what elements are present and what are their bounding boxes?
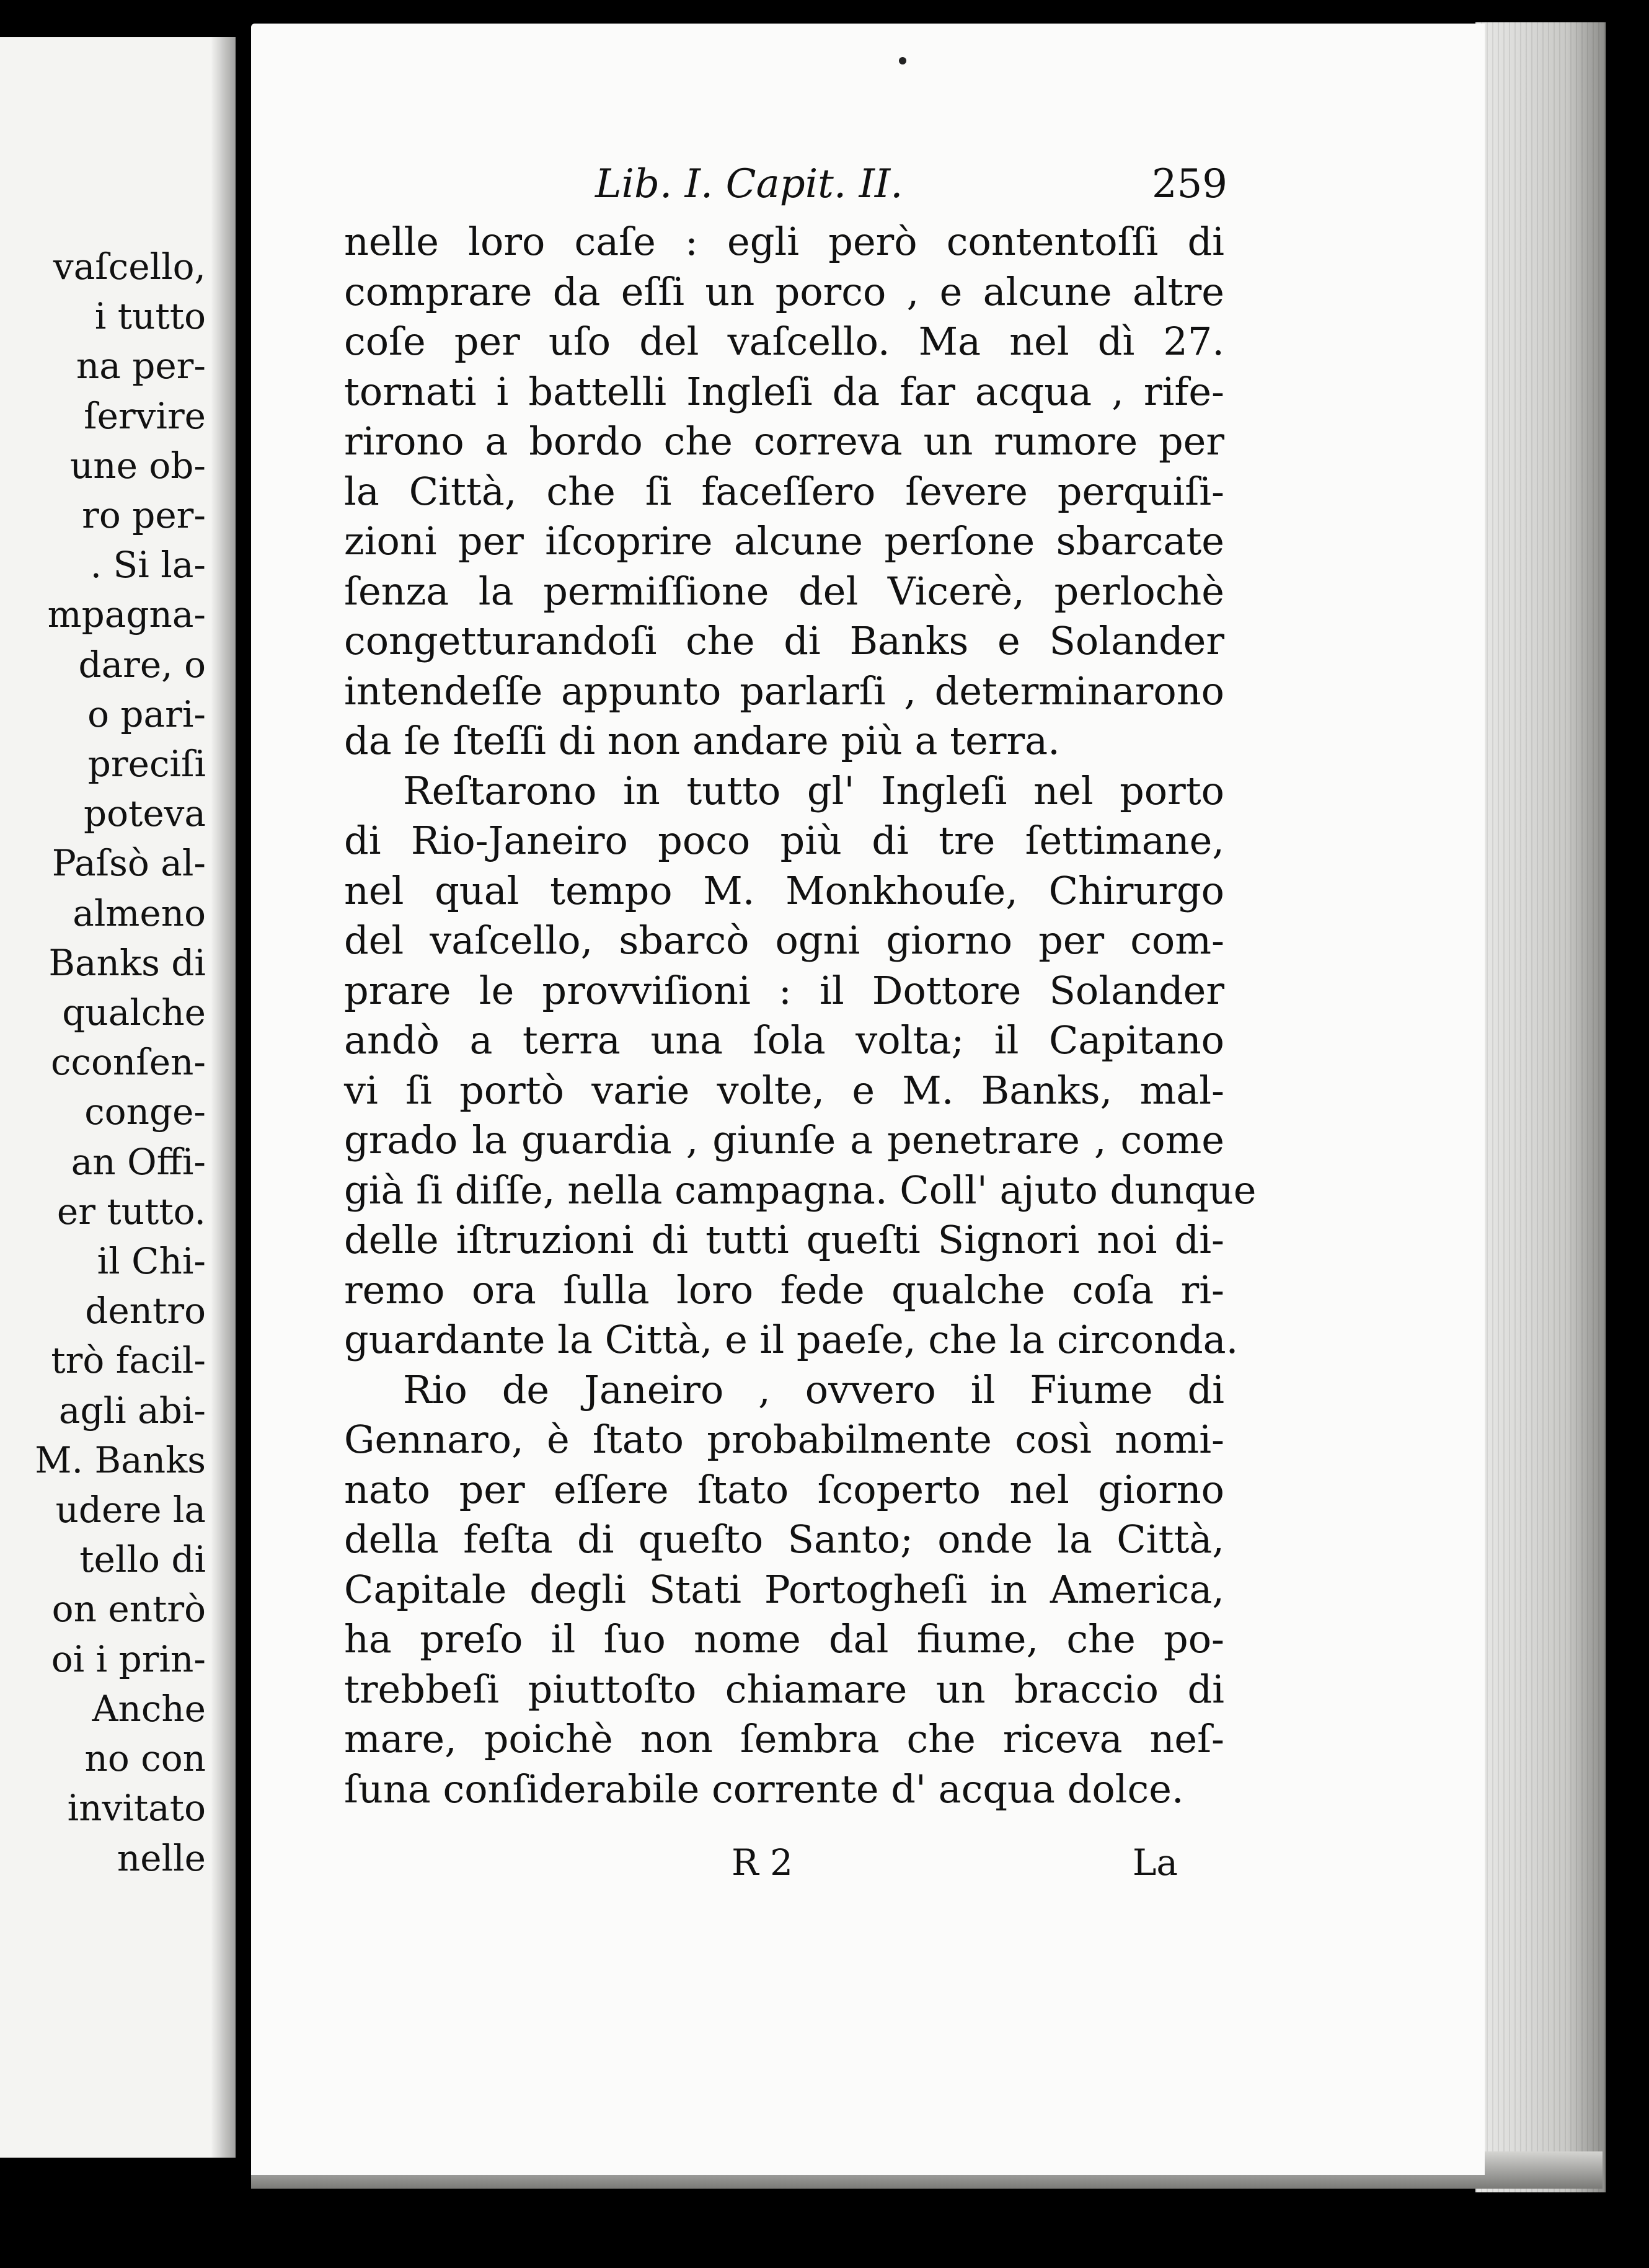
text-line: no con	[84, 1737, 206, 1780]
text-line: Reſtarono in tutto gl' Ingleſi nel porto	[403, 768, 1224, 813]
text-line: andò a terra una ſola volta; il Capitano	[344, 1017, 1224, 1063]
text-line: nelle loro caſe : egli però contentoſſi di	[344, 219, 1224, 264]
text-line: intendeſſe appunto parlarſi , determinarono	[344, 668, 1224, 714]
page-fore-edge	[1475, 22, 1606, 2192]
text-line: poteva	[83, 792, 206, 835]
text-line: vaſcello,	[53, 246, 206, 288]
page-number: 259	[1151, 161, 1227, 207]
text-line: del vaſcello, sbarcò ogni giorno per com-	[344, 918, 1224, 963]
text-line: une ob-	[69, 444, 206, 487]
text-line: già ſi diſſe, nella campagna. Coll' ajuto dunque	[344, 1167, 1257, 1213]
body-text	[344, 217, 1257, 1814]
text-line: grado la guardia , giunſe a penetrare , come	[344, 1117, 1224, 1163]
running-head	[347, 161, 1227, 211]
text-line: prare le provviſioni : il Dottore Solander	[344, 967, 1224, 1013]
text-line: Anche	[92, 1687, 206, 1730]
text-line: M. Banks	[35, 1438, 206, 1481]
text-line: tello di	[79, 1538, 206, 1581]
text-line: on entrò	[51, 1588, 206, 1631]
text-line: agli abi-	[58, 1389, 206, 1432]
text-line: na per-	[76, 345, 206, 388]
running-head-title: Lib. I. Capit. II.	[595, 161, 903, 207]
text-line: oi i prin-	[51, 1637, 206, 1680]
text-line: mare, poichè non ſembra che riceva neſ-	[344, 1716, 1224, 1761]
text-line: Banks di	[48, 941, 206, 984]
text-line: nato per eſſere ſtato ſcoperto nel giorno	[344, 1466, 1224, 1512]
text-line: udere la	[55, 1489, 206, 1531]
text-line: tornati i battelli Ingleſi da far acqua , rife-	[344, 368, 1224, 414]
spine-gap	[236, 0, 250, 2268]
text-line: almeno	[73, 892, 206, 934]
text-line: trò facil-	[51, 1339, 206, 1382]
text-line: ro per-	[82, 494, 206, 537]
text-line: qualche	[62, 991, 206, 1034]
text-line: Rio de Janeiro , ovvero il Fiume di	[403, 1367, 1224, 1412]
text-line: coſe per uſo del vaſcello. Ma nel dì 27.	[344, 319, 1224, 364]
text-line: dentro	[85, 1290, 206, 1332]
signature-mark: R 2	[732, 1841, 794, 1884]
text-line: rirono a bordo che correva un rumore per	[344, 419, 1224, 464]
text-line: mpagna-	[47, 593, 206, 636]
text-line: conge-	[84, 1091, 206, 1133]
left-page	[0, 37, 236, 2158]
text-line: o pari-	[87, 693, 206, 735]
catchword: La	[1132, 1841, 1178, 1884]
text-line: delle iſtruzioni di tutti queſti Signori noi di-	[344, 1217, 1224, 1262]
text-line: an Offi-	[71, 1140, 206, 1183]
text-line: i tutto	[94, 295, 206, 338]
text-line: guardante la Città, e il paeſe, che la circonda.	[344, 1317, 1239, 1362]
text-line: ha preſo il ſuo nome dal fiume, che po-	[344, 1616, 1224, 1662]
text-line: della feſta di queſto Santo; onde la Città,	[344, 1517, 1224, 1562]
text-line: Paſsò al-	[51, 842, 206, 885]
ink-dot	[899, 57, 906, 64]
text-line: zioni per iſcoprire alcune perſone sbarcate	[344, 518, 1224, 564]
text-line: Capitale degli Stati Portogheſi in America,	[344, 1566, 1224, 1612]
left-page-text	[7, 242, 206, 1883]
text-line: er tutto.	[56, 1190, 206, 1233]
text-line: nel qual tempo M. Monkhouſe, Chirurgo	[344, 867, 1224, 913]
text-line: ſuna conſiderabile corrente d' acqua dolce.	[344, 1766, 1184, 1812]
text-line: nelle	[117, 1836, 206, 1879]
text-line: Gennaro, è ſtato probabilmente così nomi-	[344, 1417, 1224, 1462]
text-line: ſervire	[84, 394, 206, 437]
text-line: invitato	[67, 1787, 206, 1830]
text-line: congetturandoſi che di Banks e Solander	[344, 618, 1224, 663]
page-edge-lines	[1475, 22, 1606, 2192]
text-line: remo ora ſulla loro fede qualche coſa ri-	[344, 1267, 1224, 1313]
text-line: da ſe ſteſſi di non andare più a terra.	[344, 718, 1060, 763]
text-line: trebbeſi piuttoſto chiamare un braccio di	[344, 1666, 1224, 1712]
text-line: la Città, che ſi faceſſero ſevere perquiſi-	[344, 468, 1224, 514]
text-line: di Rio-Janeiro poco più di tre ſettimane,	[344, 818, 1224, 863]
text-line: comprare da eſſi un porco , e alcune altre	[344, 268, 1224, 314]
text-line: preciſi	[87, 743, 206, 786]
text-line: cconſen-	[51, 1041, 206, 1084]
text-line: ſenza la permiſſione del Vicerè, perlochè	[344, 568, 1224, 614]
text-line: il Chi-	[97, 1240, 206, 1283]
text-line: dare, o	[78, 643, 206, 686]
text-line: . Si la-	[90, 544, 206, 587]
gutter-shadow	[211, 37, 236, 2158]
text-line: vi ſi portò varie volte, e M. Banks, mal-	[344, 1067, 1224, 1113]
